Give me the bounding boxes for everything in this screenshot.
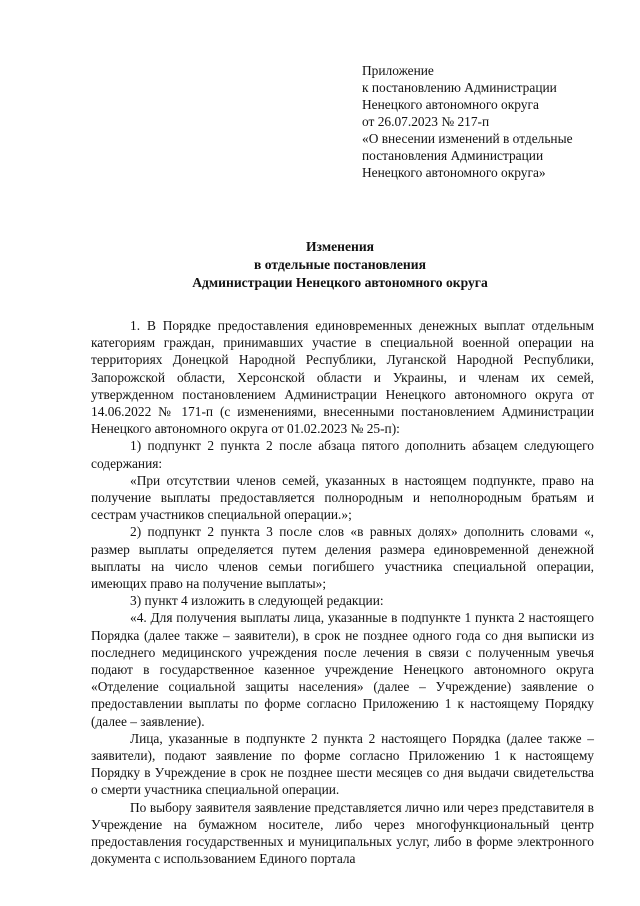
appendix-line: постановления Администрации bbox=[362, 148, 544, 163]
title-line-2: в отдельные постановления bbox=[254, 257, 426, 272]
paragraph: 3) пункт 4 изложить в следующей редакции: bbox=[130, 593, 384, 609]
document-title bbox=[90, 238, 590, 292]
paragraph: «4. Для получения выплаты лица, указанные в подпункте 1 пункта 2 настоящего Порядка (далее также – заявители), в срок не позднее одного года со дня выписки из последнего медицинского учреждения после лечения в связи с полученным увечья подают в государственное казенное учреждение Ненецкого автономного округа «Отделение социальной защиты населения» (далее – Учреждение) заявление о предоставлении выплаты по форме согласно Приложению 1 к настоящему Порядку (далее – заявление). bbox=[91, 610, 594, 729]
appendix-line: «О внесении изменений в отдельные bbox=[362, 131, 573, 146]
paragraph: 1. В Порядке предоставления единовременных денежных выплат отдельным категориям граждан, принимавших участие в специальной военной операции на территориях Донецкой Народной Республики, Луганской Народной Республики, Запорожской области, Херсонской области и Украины, и членам их семей, утвержденном постановлением Администрации Ненецкого автономного округа от 14.06.2022 № 171-п (с изменениями, внесенными постановлением Администрации Ненецкого автономного округа от 01.02.2023 № 25-п): bbox=[91, 318, 594, 437]
paragraph: Лица, указанные в подпункте 2 пункта 2 настоящего Порядка (далее также – заявители), подают заявление по форме согласно Приложению 1 к настоящему Порядку в Учреждение в срок не позднее шести месяцев со дня выдачи свидетельства о смерти участника специальной операции. bbox=[91, 730, 594, 798]
paragraph: «При отсутствии членов семей, указанных в настоящем подпункте, право на получение выплаты предоставляется полнородным и неполнородным братьям и сестрам участников специальной операции.»; bbox=[91, 472, 594, 523]
appendix-line: от 26.07.2023 № 217-п bbox=[362, 114, 490, 129]
paragraph: 2) подпункт 2 пункта 3 после слов «в равных долях» дополнить словами «, размер выплаты определяется путем деления размера единовременной денежной выплаты на число членов семьи погибшего участника специальной операции, имеющих право на получение выплаты»; bbox=[91, 524, 594, 592]
appendix-line: Ненецкого автономного округа bbox=[362, 97, 539, 112]
appendix-line: к постановлению Администрации bbox=[362, 80, 557, 95]
appendix-line: Ненецкого автономного округа» bbox=[362, 165, 546, 180]
paragraph: 1) подпункт 2 пункта 2 после абзаца пятого дополнить абзацем следующего содержания: bbox=[91, 438, 594, 471]
title-line-3: Администрации Ненецкого автономного округа bbox=[192, 275, 488, 290]
title-line-1: Изменения bbox=[305, 239, 375, 254]
appendix-line: Приложение bbox=[362, 63, 434, 78]
document-body bbox=[91, 317, 594, 868]
appendix-header bbox=[362, 62, 612, 181]
paragraph: По выбору заявителя заявление представляется лично или через представителя в Учреждение на бумажном носителе, либо через многофункциональный центр предоставления государственных и муниципальных услуг, либо в форме электронного документа с использованием Единого портала bbox=[91, 799, 594, 867]
